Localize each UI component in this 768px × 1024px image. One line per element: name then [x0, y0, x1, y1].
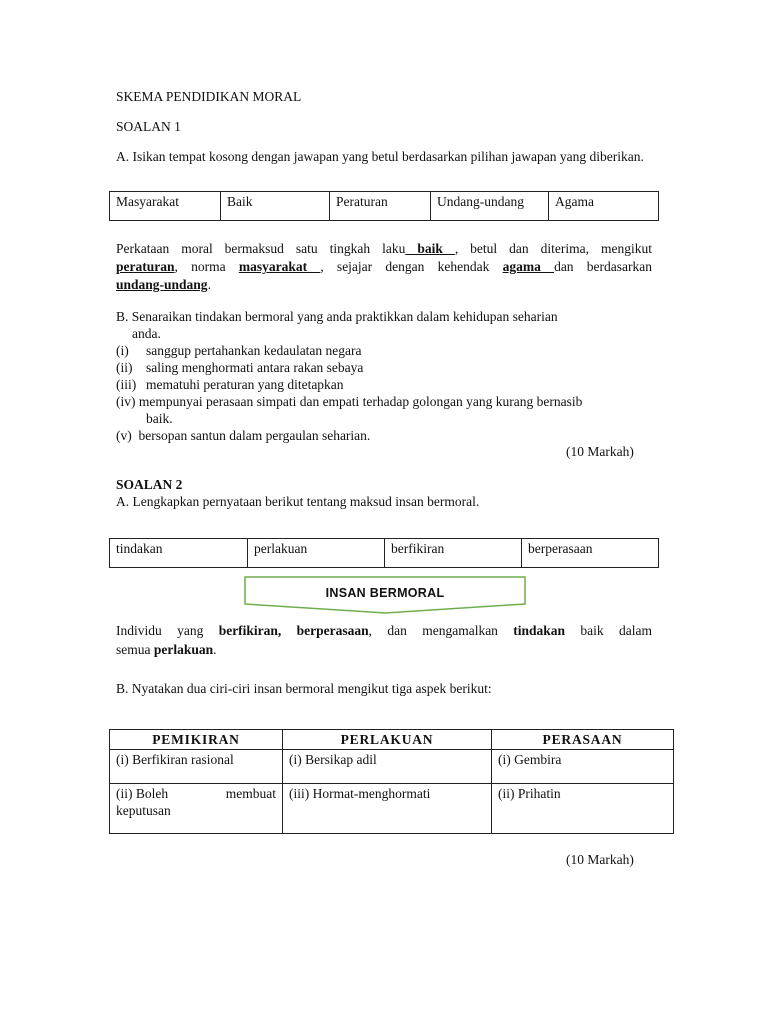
q1-passage-line-1: Perkataan moral bermaksud satu tingkah laku baik , betul dan diterima, mengikut: [116, 241, 652, 256]
list-item: (ii) saling menghormati antara rakan sebaya: [116, 360, 364, 375]
q2-a-instruction: A. Lengkapkan pernyataan berikut tentang maksud insan bermoral.: [116, 494, 480, 509]
q1-word-bank-table: [109, 191, 659, 221]
q1-passage-line-2: peraturan, norma masyarakat , sejajar dengan kehendak agama dan berdasarkan: [116, 259, 652, 274]
list-item-cont: baik.: [146, 411, 173, 426]
word-bank-cell: Agama: [549, 192, 659, 221]
word-bank-cell: Masyarakat: [110, 192, 221, 221]
table-row: [110, 750, 674, 784]
word-bank-cell: Baik: [221, 192, 330, 221]
table-header-perlakuan: PERLAKUAN: [283, 730, 492, 750]
answer-baik: baik: [405, 241, 455, 256]
q1-a-instruction: A. Isikan tempat kosong dengan jawapan yang betul berdasarkan pilihan jawapan yang diberikan.: [116, 149, 644, 164]
q1-marks: (10 Markah): [566, 444, 634, 459]
answer-tindakan: tindakan: [513, 623, 566, 638]
table-header-perasaan: PERASAAN: [492, 730, 674, 750]
answer-masyarakat: masyarakat: [238, 259, 321, 274]
table-cell: (ii) Prihatin: [492, 784, 674, 834]
word-bank-cell: Undang-undang: [431, 192, 549, 221]
table-cell: (i) Gembira: [492, 750, 674, 784]
table-header-pemikiran: PEMIKIRAN: [110, 730, 283, 750]
answer-peraturan: peraturan: [116, 259, 175, 274]
q1-b-instruction: B. Senaraikan tindakan bermoral yang anda praktikkan dalam kehidupan seharian: [116, 309, 558, 324]
q2-word-bank-table: [109, 538, 659, 568]
answer-perlakuan: perlakuan: [153, 642, 214, 657]
document-title: SKEMA PENDIDIKAN MORAL: [116, 89, 302, 104]
answer-undang-undang: undang-undang: [116, 277, 208, 292]
table-cell: (iii) Hormat-menghormati: [283, 784, 492, 834]
question-1-heading: SOALAN 1: [116, 119, 181, 134]
question-2-heading: SOALAN 2: [116, 477, 183, 492]
list-item: (iv) mempunyai perasaan simpati dan empati terhadap golongan yang kurang bernasib: [116, 394, 583, 409]
table-row: [110, 784, 674, 834]
table-cell: (ii) Boleh membuat keputusan: [110, 784, 283, 834]
answer-berfikiran-berperasaan: berfikiran, berperasaan: [218, 623, 369, 638]
q1-b-instruction-cont: anda.: [132, 326, 161, 341]
list-item: (v) bersopan santun dalam pergaulan seharian.: [116, 428, 371, 443]
q2-aspects-table: [109, 729, 674, 834]
q2-statement-line-2: semua perlakuan.: [116, 642, 217, 657]
word-bank-cell: perlakuan: [248, 539, 385, 568]
q2-statement-line-1: Individu yang berfikiran, berperasaan, dan mengamalkan tindakan baik dalam: [116, 623, 652, 638]
table-cell: (i) Berfikiran rasional: [110, 750, 283, 784]
q2-b-instruction: B. Nyatakan dua ciri-ciri insan bermoral mengikut tiga aspek berikut:: [116, 681, 492, 696]
q1-passage-line-3: undang-undang.: [116, 277, 211, 292]
table-cell: (i) Bersikap adil: [283, 750, 492, 784]
insan-bermoral-banner: INSAN BERMORAL: [325, 586, 445, 600]
list-item: (iii) mematuhi peraturan yang ditetapkan: [116, 377, 344, 392]
word-bank-cell: tindakan: [110, 539, 248, 568]
q2-marks: (10 Markah): [566, 852, 634, 867]
word-bank-cell: Peraturan: [330, 192, 431, 221]
word-bank-cell: berfikiran: [385, 539, 522, 568]
list-item: (i) sanggup pertahankan kedaulatan negara: [116, 343, 362, 358]
word-bank-cell: berperasaan: [522, 539, 659, 568]
answer-agama: agama: [502, 259, 555, 274]
